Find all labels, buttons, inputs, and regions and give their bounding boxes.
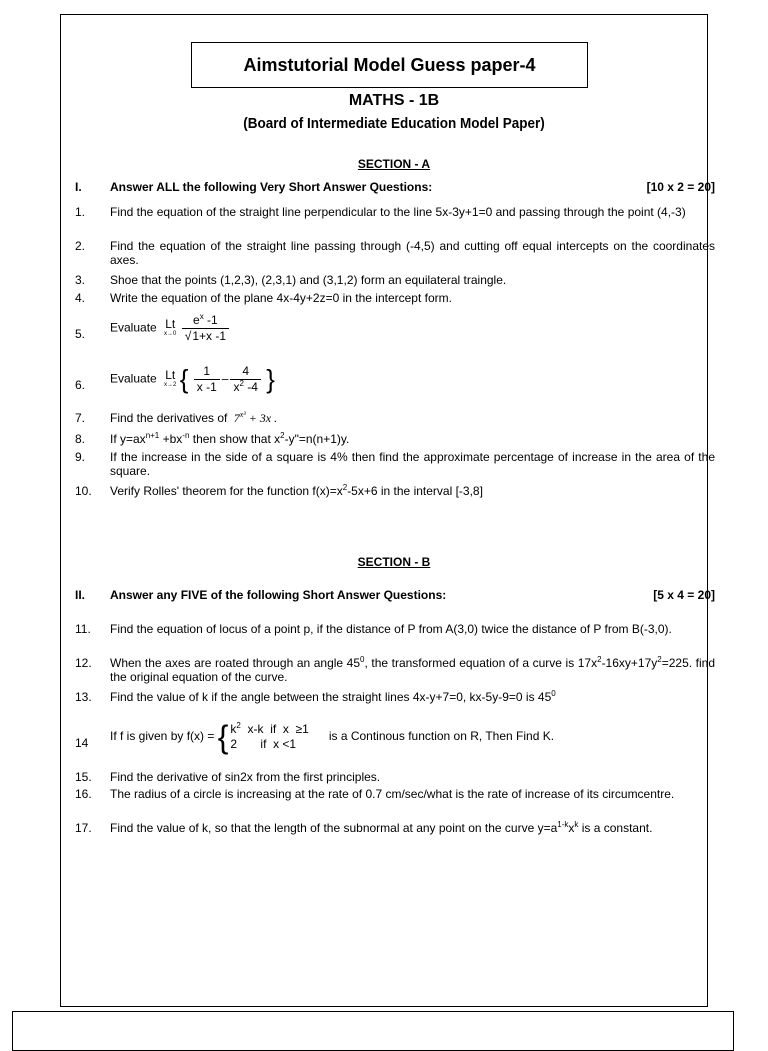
- roman-numeral: II.: [75, 588, 86, 602]
- question-7: 7. Find the derivatives of $7^{x^3} + 3x$ .: [75, 410, 278, 425]
- question-8: 8. If $y=ax^{n+1} +bx^{-n}$ then show that $x^2-y"=n(n+1)y$.: [75, 431, 350, 446]
- question-17: 17. Find the value of k, so that the length of the subnormal at any point on the curve $y=a^{1-k}x^k$ is a constant.: [75, 820, 653, 835]
- marks-label: [5 x 4 = 20]: [653, 588, 715, 602]
- question-2: 2. Find the equation of the straight line passing through (-4,5) and cutting off equal intercepts on the coordinates axes.: [75, 239, 715, 267]
- piecewise-function: { $k^2$ x-k if x ≥1 2 if x <1: [217, 719, 309, 755]
- derivative-expression: $7^{x^3} + 3x$ .: [233, 410, 278, 425]
- board-subtitle: (Board of Intermediate Education Model Paper): [243, 115, 545, 132]
- fraction-two: $\frac{4}{x^2 -4}$: [230, 364, 260, 395]
- question-15: 15. Find the derivative of sin2x from the first principles.: [75, 770, 381, 784]
- question-4: 4. Write the equation of the plane 4x-4y+2z=0 in the intercept form.: [75, 291, 452, 305]
- question-1: 1. Find the equation of the straight line perpendicular to the line 5x-3y+1=0 and passing through the point (4,-3): [75, 205, 686, 219]
- question-10: 10. Verify Rolles' theorem for the function $f(x)=x^2-5x+6$ in the interval [-3,8]: [75, 483, 483, 498]
- roman-numeral: I.: [75, 180, 82, 194]
- question-14: 14 If f is given by f(x) = { $k^2$ x-k if x ≥1 2 if x <1 is a Continous function on R, Then Find K.: [75, 719, 555, 755]
- section-b-heading: SECTION - B: [357, 555, 431, 569]
- question-16: 16. The radius of a circle is increasing at the rate of 0.7 cm/sec/what is the rate of increase of its circumcentre.: [75, 787, 675, 801]
- right-brace-icon: }: [266, 364, 275, 394]
- limit-operator: Lt x→0: [164, 316, 177, 337]
- question-13: 13. Find the value of k if the angle between the straight lines 4x-y+7=0, kx-5y-9=0 is $45^0$: [75, 689, 556, 704]
- question-11: 11. Find the equation of locus of a point p, if the distance of P from A(3,0) twice the distance of P from B(-3,0).: [75, 622, 672, 636]
- instruction-text: Answer ALL the following Very Short Answer Questions:: [110, 180, 433, 194]
- section-a-heading: SECTION - A: [357, 157, 431, 171]
- question-3: 3. Shoe that the points (1,2,3), (2,3,1) and (3,1,2) form an equilateral traingle.: [75, 273, 507, 287]
- next-page-border: [12, 1011, 734, 1051]
- cases-brace-icon: {: [217, 719, 229, 755]
- question-12: 12. When the axes are roated through an angle $45^0$, the transformed equation of a curve is $17x^2-16xy+17y^2=225$. find the original equation of the curve.: [75, 655, 715, 684]
- paper-title: Aimstutorial Model Guess paper-4: [191, 42, 588, 88]
- limit-fraction: $\frac{e^x -1}{√1+x -1}$: [182, 313, 229, 344]
- subject-heading: MATHS - 1B: [348, 92, 440, 109]
- marks-label: [10 x 2 = 20]: [646, 180, 715, 194]
- question-5: 5. Evaluate Lt x→0 $\frac{e^x -1}{√1+x -1}$: [75, 313, 715, 344]
- question-6: 6. Evaluate Lt x→2 { $\frac{1}{x -1}$ – $\frac{4}{x^2 -4}$ }: [75, 364, 275, 394]
- limit-operator: Lt x→2: [164, 367, 177, 388]
- left-brace-icon: {: [179, 364, 189, 394]
- instruction-text: Answer any FIVE of the following Short Answer Questions:: [110, 588, 447, 602]
- fraction-one: $\frac{1}{x -1}$: [194, 364, 220, 395]
- question-9: 9. If the increase in the side of a square is 4% then find the approximate percentage of increase in the area of the square.: [75, 450, 715, 478]
